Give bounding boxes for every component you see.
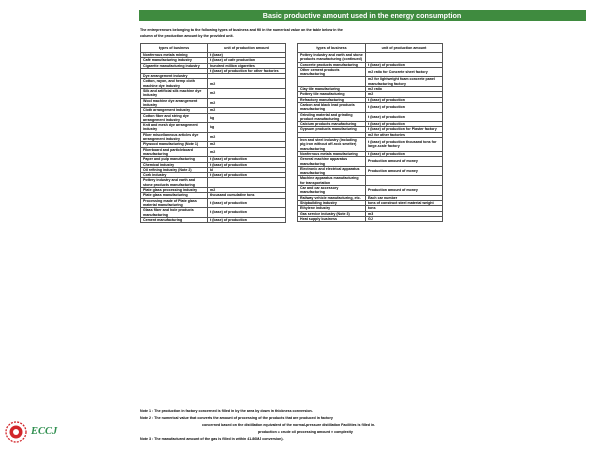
unit-cell: m2 <box>208 89 286 99</box>
unit-cell: tons <box>366 206 443 211</box>
unit-cell: m2 <box>208 142 286 147</box>
unit-cell <box>366 53 443 63</box>
table-row <box>141 98 286 108</box>
unit-cell: m2 ratio <box>366 87 443 92</box>
intro-line: The entrepreneurs belonging to the following types of business and fill in the numerical value on the table below in the <box>140 28 343 32</box>
business-type-cell: Gas service industry (Note 3) <box>298 211 366 216</box>
table-row <box>298 53 443 63</box>
unit-cell: tons of construct steel material weight <box>366 200 443 205</box>
table-row <box>298 102 443 112</box>
business-type-cell: Railway vehicle manufacturing, etc. <box>298 195 366 200</box>
unit-cell: GJ <box>366 216 443 221</box>
note-3: Note 3 : The manufactured amount of the gas is filled in within 41.86MJ conversion). <box>140 437 284 441</box>
unit-cell: Each car number <box>366 195 443 200</box>
table-row <box>298 157 443 167</box>
unit-cell: t (base) of production <box>366 102 443 112</box>
left-header-type: types of business <box>141 44 208 53</box>
table-row <box>141 113 286 123</box>
business-type-cell: Heat supply business <box>298 216 366 221</box>
intro-line: column of the production amount by the provided unit. <box>140 34 234 38</box>
unit-cell: t (base) of production <box>208 173 286 178</box>
table-row <box>141 178 286 188</box>
notes <box>140 408 580 443</box>
unit-cell: m2 ratio for Concrete sheet factory <box>366 67 443 77</box>
business-type-cell: Cork industry <box>141 173 208 178</box>
business-type-cell: Grinding material and grinding product manufacturing <box>298 112 366 122</box>
unit-cell: t (base) of production <box>366 97 443 102</box>
left-table <box>140 43 286 223</box>
unit-cell: m2 for lightweight foam concrete panel manufacturing factory <box>366 77 443 87</box>
business-type-cell: Machine apparatus manufacturing for transportation <box>298 176 366 186</box>
business-type-cell <box>298 77 366 87</box>
unit-cell: Production amount of money <box>366 166 443 176</box>
left-header-unit: unit of production amount <box>208 44 286 53</box>
business-type-cell: Shipbuilding industry <box>298 200 366 205</box>
business-type-cell: Ethylene industry <box>298 206 366 211</box>
unit-cell: t (base) of cafe production <box>208 58 286 63</box>
table-row <box>141 132 286 142</box>
unit-cell: t (base) of production <box>208 208 286 218</box>
unit-cell: t (base) of production <box>366 62 443 67</box>
unit-cell: hundred million cigarettes <box>208 63 286 68</box>
unit-cell: kg <box>208 123 286 133</box>
table-row <box>298 216 443 221</box>
unit-cell: t (base) of production for Plaster factory <box>366 127 443 132</box>
unit-cell <box>366 176 443 186</box>
business-type-cell: Pottery industry and earth and stone products manufacturing <box>141 178 208 188</box>
right-table <box>297 43 443 222</box>
eccj-logo-text: ECCJ <box>31 426 58 437</box>
table-row <box>141 217 286 222</box>
page-title: Basic productive amount used in the energy consumption <box>262 11 462 20</box>
note-1: Note 1 : The production in factory concerned is filled in by the area by down in thickness conversion. <box>140 409 313 413</box>
table-row <box>298 186 443 196</box>
business-type-cell: Fiber miscellaneous articles dye arrangement industry <box>141 132 208 142</box>
unit-cell: m2 for other factories <box>366 132 443 137</box>
unit-cell: thousand cumulative tons <box>208 193 286 198</box>
business-type-cell: Fiberboard and particleboard manufacturing <box>141 147 208 157</box>
business-type-cell: Paper and pulp manufacturing <box>141 157 208 162</box>
table-row <box>141 198 286 208</box>
table-row <box>298 77 443 87</box>
unit-cell: m2 <box>208 132 286 142</box>
intro-text <box>140 27 440 39</box>
unit-cell: kg <box>208 113 286 123</box>
business-type-cell: Carbon and black lead products manufacturing <box>298 102 366 112</box>
table-row <box>298 127 443 132</box>
eccj-logo <box>4 420 124 444</box>
unit-cell: t (base) of production thousand tons for large-scale factory <box>366 138 443 152</box>
unit-cell: t (base) of production <box>366 151 443 156</box>
business-type-cell: Plate glass manufacturing <box>141 193 208 198</box>
note-2-formula: production = crude oil processing amount × complexity <box>258 430 353 434</box>
business-type-cell: General machine apparatus manufacturing <box>298 157 366 167</box>
business-type-cell: Oil refining industry (Note 2) <box>141 167 208 172</box>
business-type-cell: Gypsum products manufacturing <box>298 127 366 132</box>
unit-cell: Production amount of money <box>366 186 443 196</box>
business-type-cell: Iron and steel industry (including pig iron without off-rock smelter) manufacturing <box>298 138 366 152</box>
table-row <box>298 67 443 77</box>
unit-cell: t (base) of production <box>208 162 286 167</box>
unit-cell: Production amount of money <box>366 157 443 167</box>
business-type-cell: Cotton fiber and string dye arrangement industry <box>141 113 208 123</box>
table-row <box>298 138 443 152</box>
unit-cell: m2 <box>208 147 286 157</box>
unit-cell: kl <box>208 167 286 172</box>
unit-cell: m2 <box>366 92 443 97</box>
table-row <box>298 176 443 186</box>
note-2: Note 2 : The numerical value that converts the amount of processing of the products that are produced in factory <box>140 416 333 420</box>
business-type-cell: Wool machine dye arrangement industry <box>141 98 208 108</box>
business-type-cell: Knit and mesh dye arrangement industry <box>141 123 208 133</box>
unit-cell: m3 <box>366 211 443 216</box>
unit-cell: m2 <box>208 188 286 193</box>
business-type-cell: Cigarette manufacturing industry <box>141 63 208 68</box>
business-type-cell: Cement manufacturing <box>141 217 208 222</box>
table-row <box>298 166 443 176</box>
table-row <box>141 147 286 157</box>
table-row <box>298 200 443 205</box>
business-type-cell: Nonferrous metals mining <box>141 53 208 58</box>
business-type-cell: Cotton, rayon, and hemp cloth machine dye industry <box>141 79 208 89</box>
business-type-cell: Concrete products manufacturing <box>298 62 366 67</box>
table-row <box>298 112 443 122</box>
business-type-cell: Dye arrangement industry <box>141 74 208 79</box>
business-type-cell: Calcium products manufacturing <box>298 122 366 127</box>
unit-cell: m2 <box>208 98 286 108</box>
unit-cell: t (base) of production for other factories <box>208 68 286 73</box>
business-type-cell: Pottery tile manufacturing <box>298 92 366 97</box>
table-row <box>141 79 286 89</box>
unit-cell: m2 <box>208 79 286 89</box>
unit-cell: t (base) of production <box>208 198 286 208</box>
business-type-cell: Café manufacturing industry <box>141 58 208 63</box>
table-row <box>141 208 286 218</box>
business-type-cell: Refractory manufacturing <box>298 97 366 102</box>
table-row <box>141 123 286 133</box>
business-type-cell: Plate glass processing industry <box>141 188 208 193</box>
unit-cell: t (base) of production <box>208 217 286 222</box>
unit-cell: m2 <box>208 108 286 113</box>
unit-cell <box>208 178 286 188</box>
business-type-cell: Pottery industry and earth and stone products manufacturing (continued) <box>298 53 366 63</box>
unit-cell: t (base) of production <box>366 112 443 122</box>
business-type-cell: Processing made of Plate glass material manufacturing <box>141 198 208 208</box>
unit-cell: t (base) <box>208 53 286 58</box>
business-type-cell: Nonferrous metals manufacturing <box>298 151 366 156</box>
right-header-unit: unit of production amount <box>366 44 443 53</box>
unit-cell: t (base) of production <box>366 122 443 127</box>
business-type-cell: Electronic and electrical apparatus manufacturing <box>298 166 366 176</box>
unit-cell: t (base) of production <box>208 157 286 162</box>
business-type-cell: Glass fiber and hole products manufacturing <box>141 208 208 218</box>
table-row <box>141 89 286 99</box>
note-2-cont: concerned based on the distillation equivalent of the normal-pressure distillation Facilities is filled in. <box>202 423 376 427</box>
business-type-cell: Car and car accessory manufacturing <box>298 186 366 196</box>
eccj-logo-icon <box>4 420 28 444</box>
business-type-cell: Chemical industry <box>141 162 208 167</box>
business-type-cell: Silk and artificial silk machine dye industry <box>141 89 208 99</box>
business-type-cell: Other cement products manufacturing <box>298 67 366 77</box>
business-type-cell: Plywood manufacturing (Note 1) <box>141 142 208 147</box>
business-type-cell: Cloth arrangement industry <box>141 108 208 113</box>
right-header-type: types of business <box>298 44 366 53</box>
business-type-cell: Clay tile manufacturing <box>298 87 366 92</box>
